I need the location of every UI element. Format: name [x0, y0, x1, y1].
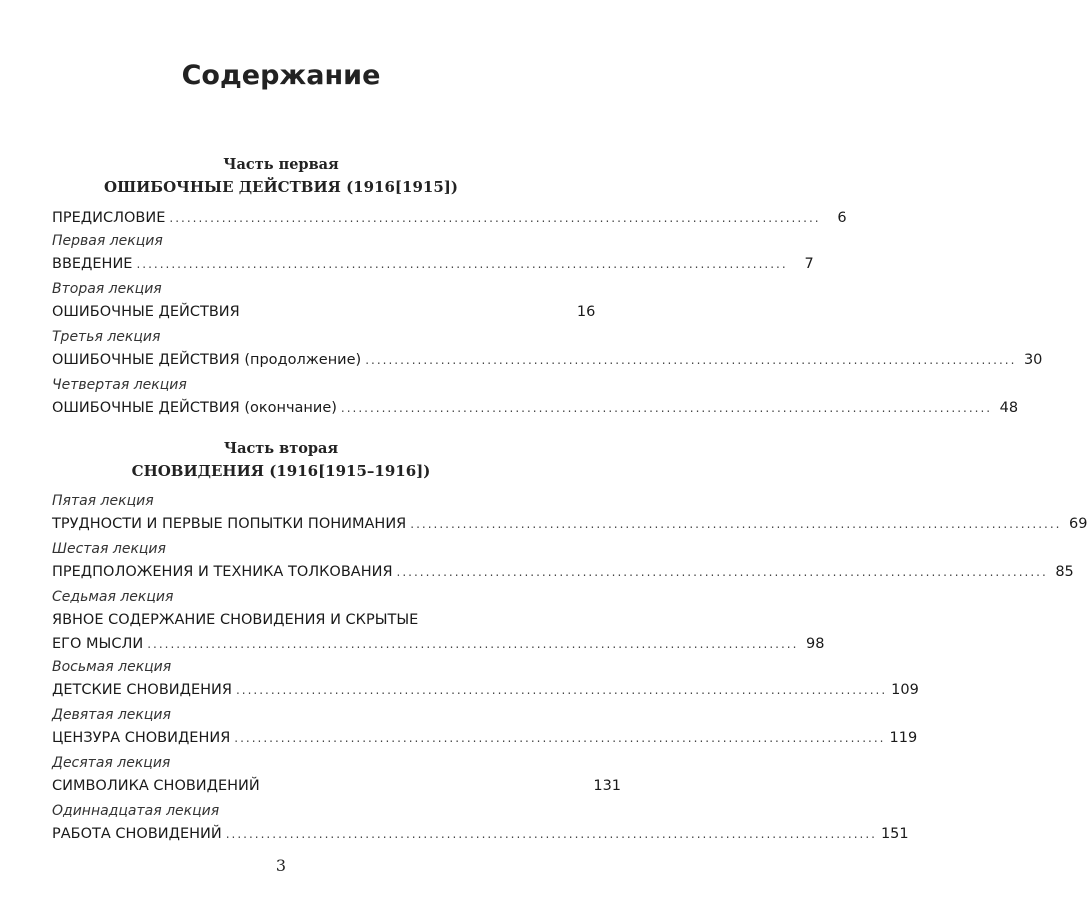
toc-entry-page: 30 [1023, 352, 1043, 368]
toc-line [52, 560, 1074, 584]
toc-entry-page: 151 [880, 826, 909, 842]
part-two-title: СНОВИДЕНИЯ (1916[1915–1916]) [131, 462, 431, 480]
toc-line [52, 512, 1087, 536]
toc-entry-page: 69 [1069, 516, 1087, 532]
toc-entry-title: ОШИБОЧНЫЕ ДЕЙСТВИЯ (окончание) [52, 400, 337, 416]
toc-line [52, 632, 825, 656]
toc-entry-title: РАБОТА СНОВИДЕНИЙ [52, 826, 222, 842]
toc-entry-lecture-11 [52, 800, 909, 846]
toc-entry-title: ЦЕНЗУРА СНОВИДЕНИЯ [52, 730, 231, 746]
dot-leader: ................................................................................................................ [234, 731, 886, 745]
toc-entry-lecture-1 [52, 230, 814, 276]
page-number: 3 [275, 856, 287, 875]
toc-entry-page: 131 [593, 778, 622, 794]
toc-entry-page: 48 [999, 400, 1019, 416]
toc-entry-title: ПРЕДИСЛОВИЕ [52, 210, 166, 226]
toc-entry-title: ОШИБОЧНЫЕ ДЕЙСТВИЯ (продолжение) [52, 352, 362, 368]
toc-entry-lecture-9 [52, 704, 918, 750]
lecture-label: Четвертая лекция [52, 377, 187, 393]
toc-entry-title: СИМВОЛИКА СНОВИДЕНИЙ [52, 778, 260, 794]
part-two-label: Часть вторая [223, 440, 339, 457]
toc-entry-lecture-6 [52, 538, 1074, 584]
toc-entry-lecture-7 [52, 586, 825, 656]
toc-line [52, 774, 622, 798]
dot-leader: ................................................................................................................ [136, 257, 788, 271]
dot-leader: ................................................................................................................ [225, 827, 877, 841]
dot-leader: ................................................................................................................ [365, 353, 1017, 367]
dot-leader: ................................................................................................................ [396, 565, 1048, 579]
toc-line [52, 252, 814, 276]
toc-entry-page: 16 [576, 304, 596, 320]
toc-entry-title: ЕГО МЫСЛИ [52, 636, 144, 652]
dot-leader: ................................................................................................................ [169, 211, 821, 225]
toc-entry-page: 6 [837, 210, 847, 226]
dot-leader: ................................................................................................................ [340, 401, 993, 415]
lecture-label: Первая лекция [52, 233, 163, 249]
toc-entry-preface [52, 206, 847, 230]
lecture-label: Девятая лекция [52, 707, 171, 723]
toc-entry-lecture-5 [52, 490, 1087, 536]
lecture-label: Десятая лекция [52, 755, 171, 771]
dot-leader: ................................................................................................................ [410, 517, 1062, 531]
toc-line [52, 822, 909, 846]
lecture-label: Восьмая лекция [52, 659, 172, 675]
toc-entry-title-line1: ЯВНОЕ СОДЕРЖАНИЕ СНОВИДЕНИЯ И СКРЫТЫЕ [52, 612, 419, 628]
toc-entry-page: 85 [1055, 564, 1074, 580]
toc-line [52, 726, 918, 750]
toc-entry-page: 7 [804, 256, 814, 272]
toc-entry-page: 109 [891, 682, 919, 698]
toc-entry-page: 119 [889, 730, 918, 746]
toc-line [52, 206, 847, 230]
toc-entry-title: ПРЕДПОЛОЖЕНИЯ И ТЕХНИКА ТОЛКОВАНИЯ [52, 564, 393, 580]
toc-entry-lecture-8 [52, 656, 919, 702]
lecture-label: Вторая лекция [52, 281, 162, 297]
toc-entry-lecture-10 [52, 752, 622, 798]
toc-line [52, 348, 1043, 372]
toc-entry-title: ДЕТСКИЕ СНОВИДЕНИЯ [52, 682, 232, 698]
dot-leader: ................................................................................................................ [235, 683, 888, 697]
toc-entry-lecture-2 [52, 278, 596, 324]
page-title: Содержание [181, 60, 381, 91]
lecture-label: Одиннадцатая лекция [52, 803, 220, 819]
toc-entry-page: 98 [805, 636, 825, 652]
toc-entry-lecture-3 [52, 326, 1043, 372]
lecture-label: Седьмая лекция [52, 589, 174, 605]
dot-leader: ................................................................................................................ [147, 637, 799, 651]
toc-entry-lecture-4 [52, 374, 1019, 420]
part-one-label: Часть первая [223, 156, 339, 173]
toc-entry-title: ОШИБОЧНЫЕ ДЕЙСТВИЯ [52, 304, 240, 320]
toc-line [52, 396, 1019, 420]
lecture-label: Третья лекция [52, 329, 161, 345]
part-one-title: ОШИБОЧНЫЕ ДЕЙСТВИЯ (1916[1915]) [104, 178, 458, 196]
toc-entry-title: ВВЕДЕНИЕ [52, 256, 133, 272]
toc-entry-title: ТРУДНОСТИ И ПЕРВЫЕ ПОПЫТКИ ПОНИМАНИЯ [52, 516, 407, 532]
toc-line [52, 608, 496, 632]
toc-line [52, 678, 919, 702]
lecture-label: Пятая лекция [52, 493, 154, 509]
toc-line [52, 300, 596, 324]
lecture-label: Шестая лекция [52, 541, 166, 557]
